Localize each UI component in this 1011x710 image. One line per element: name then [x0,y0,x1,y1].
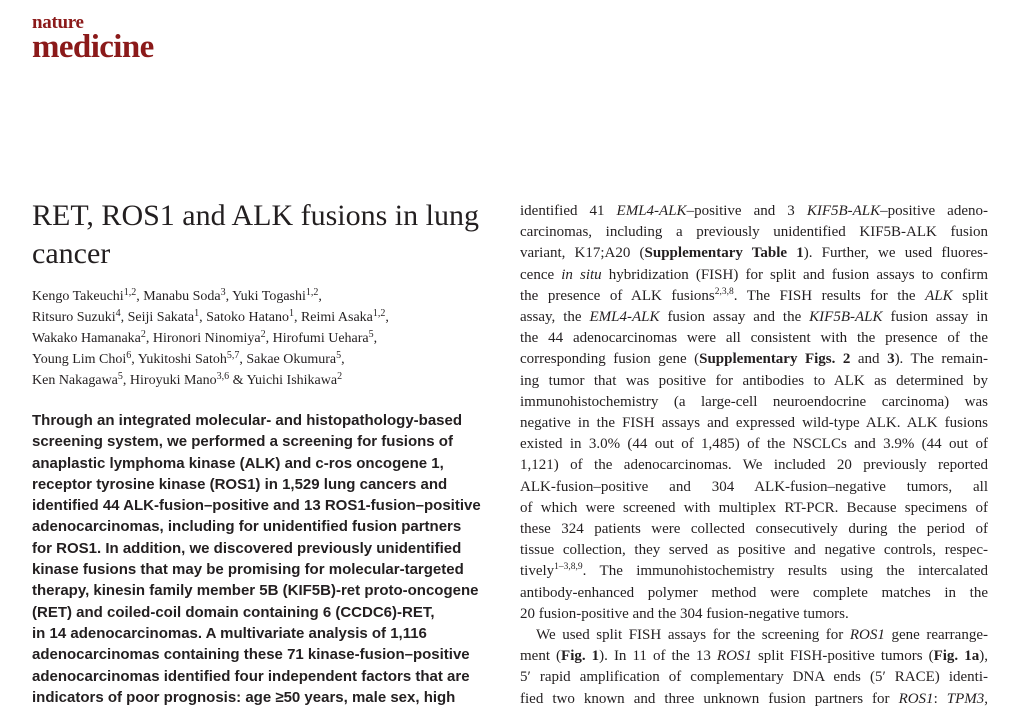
text-run: : [933,690,947,707]
abstract-line: in 14 adenocarcinomas. A multivariate analysis of 1,116 [32,624,427,642]
author [153,331,266,346]
author-name: Ritsuro Suzuki [32,310,116,326]
abstract-line: identified 44 ALK-fusion–positive and 13 ROS1-fusion–positive [32,497,481,515]
figure-reference: Supplementary Figs. 2 [699,351,851,368]
author-affiliation: 4 [115,308,121,320]
italic-term: EML4-ALK [616,203,687,219]
author [32,331,146,346]
text-run: variant, K17;A20 ( [520,245,645,262]
body-line [520,667,988,688]
author-name: Sakae Okumura [246,352,337,368]
italic-term: KIF5B-ALK [809,309,883,326]
author [246,352,341,367]
author-affiliation: 3 [220,287,226,298]
abstract-line: receptor tyrosine kinase (ROS1) in 1,529 lung cancers and [32,475,448,493]
citation: 2,3,8 [714,286,734,297]
text-run: ), [979,648,988,665]
text-run: –positive adeno- [880,203,988,219]
body-line [520,604,988,625]
text-run: 1,121) of the adenocarcinomas. We included 20 previously reported [520,457,988,474]
body-line [520,434,988,455]
author-affiliation: 5 [117,371,123,383]
body-line [520,371,988,392]
author-affiliation: 6 [126,350,132,362]
author-list [32,286,492,391]
text-run: fied two known and three unknown fusion partners for [520,690,899,707]
body-line [520,455,988,476]
figure-reference: Fig. 1 [561,648,600,665]
logo-nature: nature [32,12,84,33]
author-name: Yuki Togashi [232,289,306,304]
text-run: , [984,690,988,707]
body-line [520,583,988,604]
author [130,373,229,388]
body-line [520,413,988,434]
author-affiliation: 1,2 [372,308,386,320]
body-line [520,328,988,349]
text-run: antibody-enhanced polymer method were complete matches in the [520,584,988,601]
abstract-line: adenocarcinomas, including for unidentified fusion partners [32,518,462,536]
author-name: Manabu Soda [143,289,221,304]
author [138,352,240,367]
body-line [520,498,988,519]
text-run: We used split FISH assays for the screening for [536,627,850,644]
author-affiliation: 1 [194,308,200,320]
abstract-line: adenocarcinomas identified four independent factors that are [32,667,470,685]
body-line [520,307,988,328]
text-run: assay, the [520,309,590,326]
text-run: gene rearrange- [884,627,988,644]
author-affiliation: 5 [336,350,342,362]
text-run: 5′ rapid amplification of complementary DNA ends (5′ RACE) identi- [520,669,988,686]
logo-medicine: medicine [32,29,154,65]
text-run: identified 41 [520,203,617,219]
body-line [520,222,988,243]
author-name: Ken Nakagawa [32,373,118,389]
author-name: Hironori Ninomiya [152,331,261,347]
text-run: ). Further, we used fluores- [803,245,988,262]
author-affiliation: 5,7 [226,350,240,362]
text-run: negative in the FISH assays and expressed wild-type ALK. ALK fusions [520,415,988,432]
text-run: ing tumor that was positive for antibodies to ALK as determined by [520,372,988,389]
text-run: tively [520,563,555,580]
author-affiliation: 2 [140,329,146,341]
author-affiliation: 5 [368,329,374,341]
author-line: Young Lim Choi$^6$, Yukitoshi Satoh$^{5,7}$, Sakae Okumura$^5$, [32,350,345,368]
body-line [520,243,988,264]
author [301,310,385,325]
text-run: carcinomas, including a previously unidentified KIF5B-ALK fusion [520,224,988,241]
abstract-line: adenocarcinomas containing these 71 kinase-fusion–positive [32,646,470,664]
author [247,373,343,388]
italic-term: ALK [925,287,953,304]
text-run: existed in 3.0% (44 out of 1,485) of the NSCLCs and 3.9% (44 out of [520,436,988,453]
italic-term: ROS1 [716,648,752,665]
author-name: Reimi Asaka [300,310,373,326]
citation: 1–3,8,9 [554,562,583,573]
abstract-line: (RET) and coiled-coil domain containing 6 (CCDC6)-RET, [32,603,435,621]
italic-term: KIF5B-ALK [806,203,881,219]
text-run: the presence of ALK fusions [520,287,715,304]
text-run: fusion assay in [882,309,988,326]
abstract-line: kinase fusions that may be promising for molecular-targeted [32,561,464,579]
author-affiliation: 1,2 [305,287,319,298]
author-affiliation: 2 [260,329,266,341]
text-run: of which were screened with multiplex RT-PCR. Because specimens of [520,499,988,516]
abstract-line: for ROS1. In addition, we discovered previously unidentified [32,539,462,557]
author-affiliation: 1,2 [123,287,137,298]
body-line [520,625,988,646]
italic-term: ROS1 [898,690,934,707]
author-name: Young Lim Choi [32,352,127,368]
text-run: ALK-fusion–positive and 304 ALK-fusion–negative tumors, all [520,478,988,495]
author [32,289,136,304]
body-line [520,286,988,307]
text-run: cence [520,266,562,283]
body-line [520,349,988,370]
author [32,373,123,388]
author-affiliation: 1 [288,308,294,320]
text-run: immunohistochemistry (a large-cell neuroendocrine carcinoma) was [520,393,988,410]
text-run: and [850,351,888,368]
article-title: RET, ROS1 and ALK fusions in lung cancer [32,199,479,270]
author-affiliation: 2 [337,371,343,383]
text-run: tissue collection, they served as positive and negative controls, respec- [520,542,988,559]
abstract [32,410,502,708]
author [128,310,200,325]
text-run: hybridization (FISH) for split and fusion assays to confirm [601,266,988,283]
body-text-column [520,201,988,710]
text-run: 20 fusion-positive and the 304 fusion-negative tumors. [520,605,849,622]
author-name: Kengo Takeuchi [32,289,124,304]
author-line: Wakako Hamanaka$^2$, Hironori Ninomiya$^2$, Hirofumi Uehara$^5$, [32,329,378,347]
body-line [520,265,988,286]
figure-reference: 3 [887,351,895,368]
body-line [520,540,988,561]
body-line [520,519,988,540]
figure-reference: Supplementary Table 1 [644,245,804,262]
abstract-line: Through an integrated molecular- and histopathology-based [32,412,463,429]
journal-logo [32,12,154,65]
abstract-line: therapy, kinesin family member 5B (KIF5B)-ret proto-oncogene [32,582,479,600]
author-name: Hiroyuki Mano [129,373,217,389]
author-name: Yuichi Ishikawa [246,373,338,389]
italic-term: in situ [561,266,602,283]
text-run: corresponding fusion gene ( [520,351,700,368]
author [273,331,374,346]
text-run: the 44 adenocarcinomas were all consistent with the presence of the [520,330,988,347]
abstract-line: screening system, we performed a screening for fusions of [32,433,453,451]
author-name: Hirofumi Uehara [272,331,369,347]
author-affiliation: 3,6 [216,371,230,383]
text-run: –positive and 3 [686,203,807,219]
text-run: ment ( [520,648,562,665]
author-line: Kengo Takeuchi$^{1,2}$, Manabu Soda$^3$, Yuki Togashi$^{1,2}$, [32,287,322,304]
text-run: ). The remain- [894,351,988,368]
author [32,352,131,367]
text-run: split [952,287,989,304]
author-line: Ritsuro Suzuki$^4$, Seiji Sakata$^1$, Satoko Hatano$^1$, Reimi Asaka$^{1,2}$, [32,308,389,326]
body-line [520,561,988,582]
author [143,289,225,304]
author-line: Ken Nakagawa$^5$, Hiroyuki Mano$^{3,6}$ & Yuichi Ishikawa$^2$ [32,371,343,389]
author-name: Satoko Hatano [206,310,289,326]
italic-term: EML4-ALK [589,309,660,326]
italic-term: TPM3 [946,690,985,707]
text-run: ). In 11 of the 13 [599,648,717,665]
author-name: Yukitoshi Satoh [137,352,227,368]
figure-reference: Fig. 1a [933,648,980,665]
text-run: fusion assay and the [659,309,810,326]
body-line [520,477,988,498]
text-run: . The immunohistochemistry results using the intercalated [582,563,988,580]
body-line [520,201,988,222]
abstract-line: indicators of poor prognosis: age ≥50 years, male sex, high [32,688,456,706]
author [32,310,121,325]
abstract-line: anaplastic lymphoma kinase (ALK) and c-ros oncogene 1, [32,454,444,472]
author [206,310,294,325]
author-name: Wakako Hamanaka [32,331,141,347]
body-line [520,689,988,710]
body-line [520,392,988,413]
text-run: . The FISH results for the [733,287,926,304]
author [232,289,318,304]
italic-term: ROS1 [849,627,885,644]
text-run: split FISH-positive tumors ( [751,648,934,665]
body-line [520,646,988,667]
author-name: Seiji Sakata [127,310,195,326]
text-run: these 324 patients were collected consecutively during the period of [520,521,988,538]
